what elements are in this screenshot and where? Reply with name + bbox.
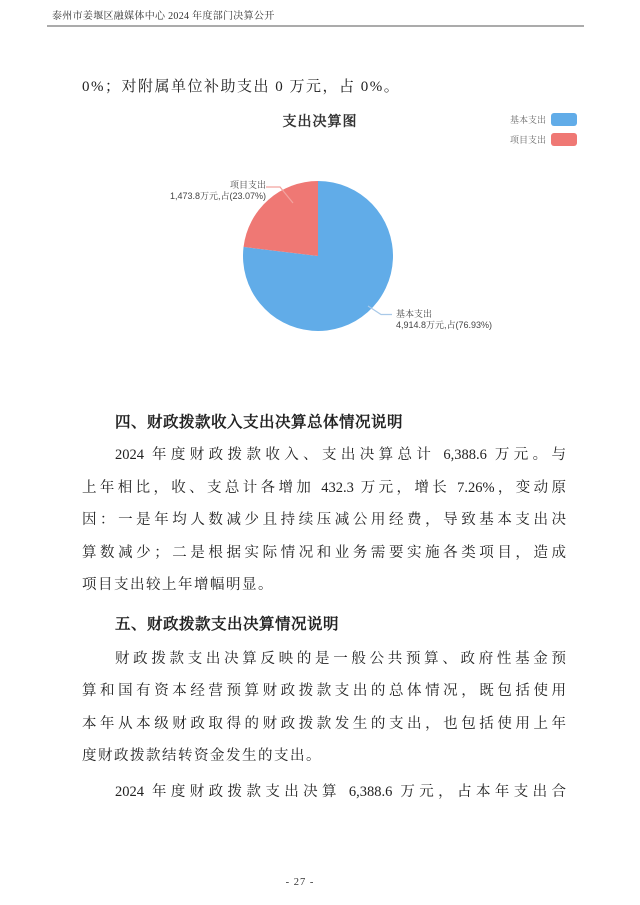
section-heading-5: 五、财政拨款支出决算情况说明 [115,615,340,633]
document-body [82,406,566,808]
header-divider-rule [47,25,584,27]
legend-label-project: 项目支出 [509,134,546,145]
chart-title: 支出决算图 [282,113,358,129]
legend-label-basic: 基本支出 [509,114,546,125]
body-line: 财政拨款支出决算反映的是一般公共预算、政府性基金预 [115,650,566,667]
pie-label-basic [396,309,492,330]
body-line: 度财政拨款结转资金发生的支出。 [82,748,322,764]
body-line: 本年从本级财政取得的财政拨款发生的支出，也包括使用上年 [82,715,566,732]
body-line: 算和国有资本经营预算财政拨款支出的总体情况，既包括使用 [82,683,566,699]
expenditure-pie-chart [0,100,640,400]
paragraph [82,776,566,809]
body-line: 项目支出较上年增幅明显。 [82,577,274,593]
pie-label-project [170,180,266,201]
body-line: 因：一是年均人数减少且持续压减公用经费，导致基本支出决 [82,512,566,528]
paragraph [82,643,566,773]
pie-label-project-value: 1,473.8万元,占(23.07%) [169,190,266,201]
section-heading-4: 四、财政拨款收入支出决算总体情况说明 [115,414,404,431]
body-line: 2024 年度财政拨款收入、支出决算总计 6,388.6 万元。与 [115,447,566,463]
body-line: 2024 年度财政拨款支出决算 6,388.6 万元，占本年支出合 [115,783,566,800]
body-line: 上年相比，收、支总计各增加 432.3 万元，增长 7.26%，变动原 [82,479,566,496]
body-line: 算数减少；二是根据实际情况和业务需要实施各类项目，造成 [82,544,566,561]
pie-label-basic-value: 4,914.8万元,占(76.93%) [396,319,493,330]
body-line-continued: 0%；对附属单位补助支出 0 万元，占 0%。 [82,79,401,95]
pie-slices [243,181,393,331]
page-header-title: 泰州市姜堰区融媒体中心 2024 年度部门决算公开 [52,11,275,22]
pie-label-basic-name: 基本支出 [396,309,433,319]
page-number: - 27 - [285,877,315,888]
paragraph [82,439,566,602]
pie-label-project-name: 项目支出 [229,180,266,190]
